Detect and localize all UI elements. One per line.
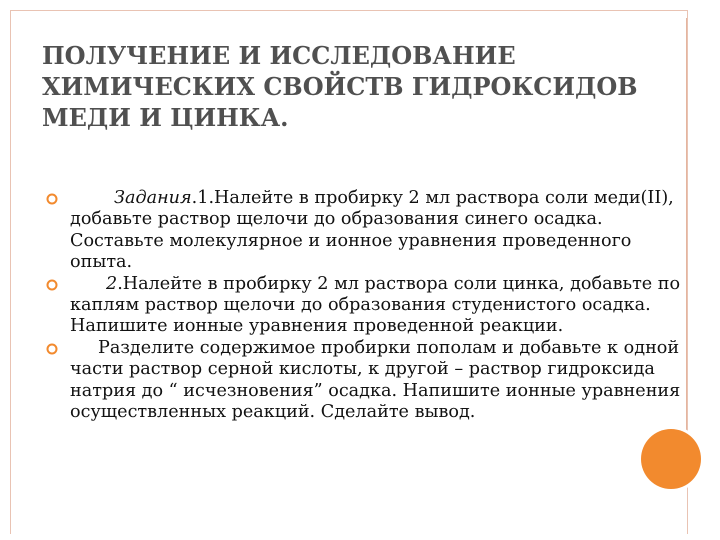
item-emphasis: 2: [106, 273, 118, 294]
item-text: .Налейте в пробирку 2 мл раствора соли цинка, добавьте по каплям раствор щелочи до образования студенистого осадка. Напишите ионные уравнения проведенной реакции.: [70, 273, 681, 337]
slide-content: [45, 188, 685, 423]
item-text: .1.Налейте в пробирку 2 мл раствора соли меди(II), добавьте раствор щелочи до образования синего осадка. Составьте молекулярное и ионное уравнения проведенного опыта.: [70, 188, 674, 273]
orange-ring-bullet-icon: [45, 342, 59, 356]
item-text: Разделите содержимое пробирки пополам и добавьте к одной части раствор серной кислоты, к другой – раствор гидроксида натрия до “ исчезновения” осадка. Напишите ионные уравнения осуществленных реакций. Сделайте вывод.: [70, 337, 681, 423]
orange-ring-bullet-icon: [45, 278, 59, 292]
orange-ring-bullet-icon: [45, 192, 59, 206]
list-item: [45, 188, 685, 274]
list-item: [45, 274, 685, 338]
item-emphasis: Задания: [114, 188, 192, 208]
list-item: [45, 338, 685, 424]
accent-circle: [641, 429, 701, 489]
slide-title: ПОЛУЧЕНИЕ И ИССЛЕДОВАНИЕ ХИМИЧЕСКИХ СВОЙСТВ ГИДРОКСИДОВ МЕДИ И ЦИНКА.: [42, 41, 638, 132]
frame-divider-line: [686, 18, 687, 478]
